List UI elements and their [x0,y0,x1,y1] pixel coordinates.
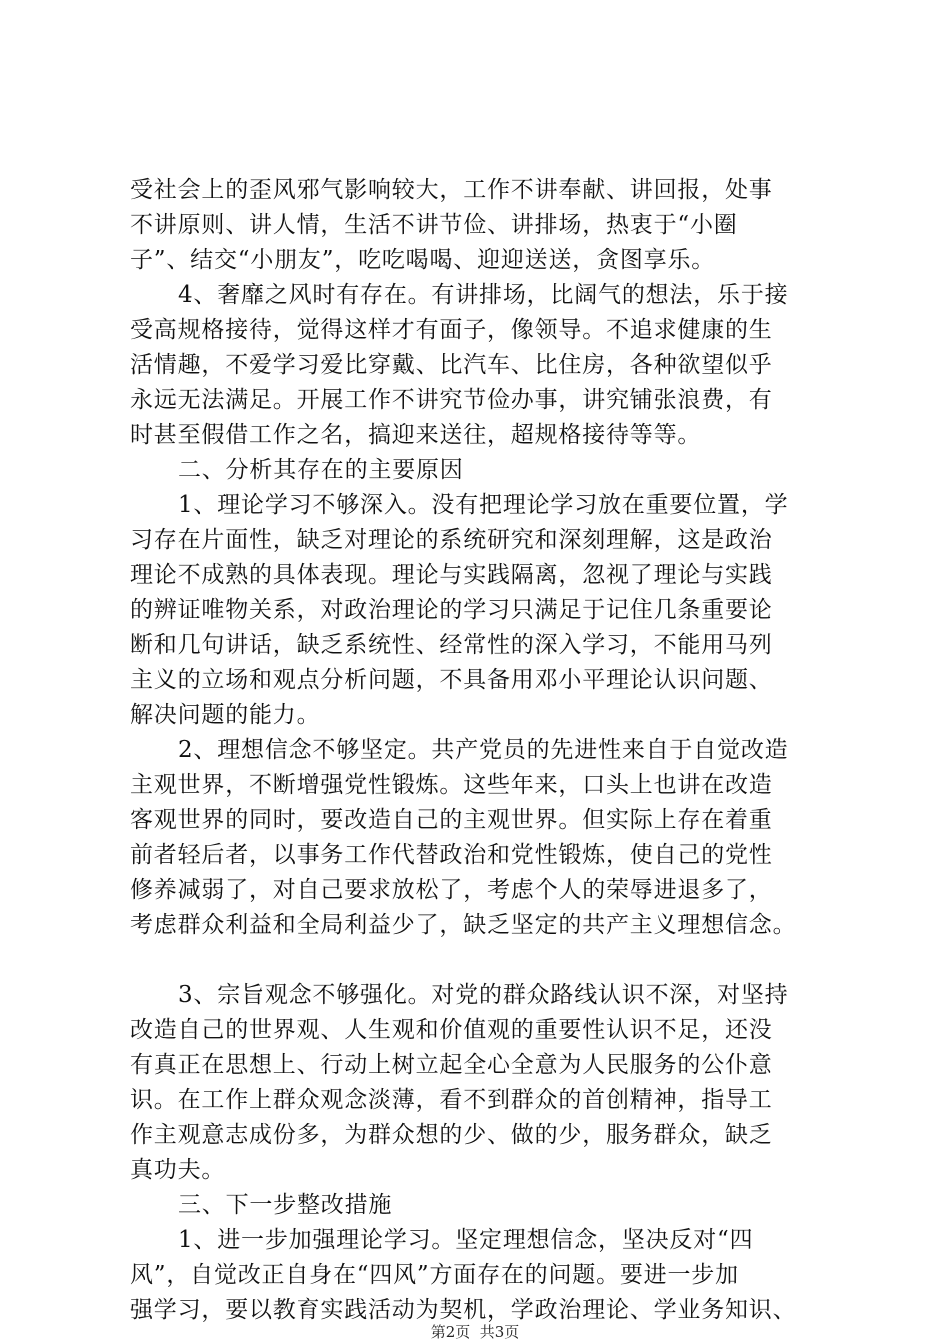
paragraph-line: 修养减弱了，对自己要求放松了，考虑个人的荣辱进退多了， [130,877,773,903]
paragraph-line: 习存在片面性，缺乏对理论的系统研究和深刻理解，这是政治 [130,527,773,553]
paragraph-line: 主观世界，不断增强党性锻炼。这些年来，口头上也讲在改造 [130,772,773,798]
page-number-footer: 第2页 共3页 [430,1323,520,1341]
section-heading: 二、分析其存在的主要原因 [178,457,464,483]
paragraph-line: 真功夫。 [130,1157,226,1183]
paragraph-line: 强学习，要以教育实践活动为契机，学政治理论、学业务知识、 [130,1297,797,1323]
paragraph-line: 解决问题的能力。 [130,702,321,728]
paragraph-line: 识。在工作上群众观念淡薄，看不到群众的首创精神，指导工 [130,1087,773,1113]
paragraph-line: 受高规格接待，觉得这样才有面子，像领导。不追求健康的生 [130,317,773,343]
paragraph-line: 作主观意志成份多，为群众想的少、做的少，服务群众，缺乏 [130,1122,773,1148]
paragraph-line: 主义的立场和观点分析问题，不具备用邓小平理论认识问题、 [130,667,773,693]
paragraph-line: 2、理想信念不够坚定。共产党员的先进性来自于自觉改造 [178,737,789,763]
paragraph-line: 理论不成熟的具体表现。理论与实践隔离，忽视了理论与实践 [130,562,773,588]
paragraph-line: 永远无法满足。开展工作不讲究节俭办事，讲究铺张浪费，有 [130,387,773,413]
paragraph-line: 活情趣，不爱学习爱比穿戴、比汽车、比住房，各种欲望似乎 [130,352,773,378]
paragraph-line: 4、奢靡之风时有存在。有讲排场，比阔气的想法，乐于接 [178,282,789,308]
paragraph-line: 1、进一步加强理论学习。坚定理想信念，坚决反对“四 [178,1227,754,1253]
paragraph-line: 客观世界的同时，要改造自己的主观世界。但实际上存在着重 [130,807,773,833]
paragraph-line: 有真正在思想上、行动上树立起全心全意为人民服务的公仆意 [130,1052,773,1078]
paragraph-line: 1、理论学习不够深入。没有把理论学习放在重要位置，学 [178,492,789,518]
paragraph-line: 时甚至假借工作之名，搞迎来送往，超规格接待等等。 [130,422,702,448]
paragraph-line: 3、宗旨观念不够强化。对党的群众路线认识不深，对坚持 [178,982,789,1008]
paragraph-line: 考虑群众利益和全局利益少了，缺乏坚定的共产主义理想信念。 [130,912,797,938]
paragraph-line: 断和几句讲话，缺乏系统性、经常性的深入学习，不能用马列 [130,632,773,658]
paragraph-line: 不讲原则、讲人情，生活不讲节俭、讲排场，热衷于“小圈 [130,212,738,238]
paragraph-line: 的辨证唯物关系，对政治理论的学习只满足于记住几条重要论 [130,597,773,623]
paragraph-line: 子”、结交“小朋友”，吃吃喝喝、迎迎送送，贪图享乐。 [130,247,716,273]
paragraph-line: 前者轻后者，以事务工作代替政治和党性锻炼，使自己的党性 [130,842,773,868]
paragraph-line: 受社会上的歪风邪气影响较大，工作不讲奉献、讲回报，处事 [130,177,773,203]
paragraph-line: 改造自己的世界观、人生观和价值观的重要性认识不足，还没 [130,1017,773,1043]
paragraph-line: 风”，自觉改正自身在“四风”方面存在的问题。要进一步加 [130,1262,739,1288]
section-heading: 三、下一步整改措施 [178,1192,393,1218]
